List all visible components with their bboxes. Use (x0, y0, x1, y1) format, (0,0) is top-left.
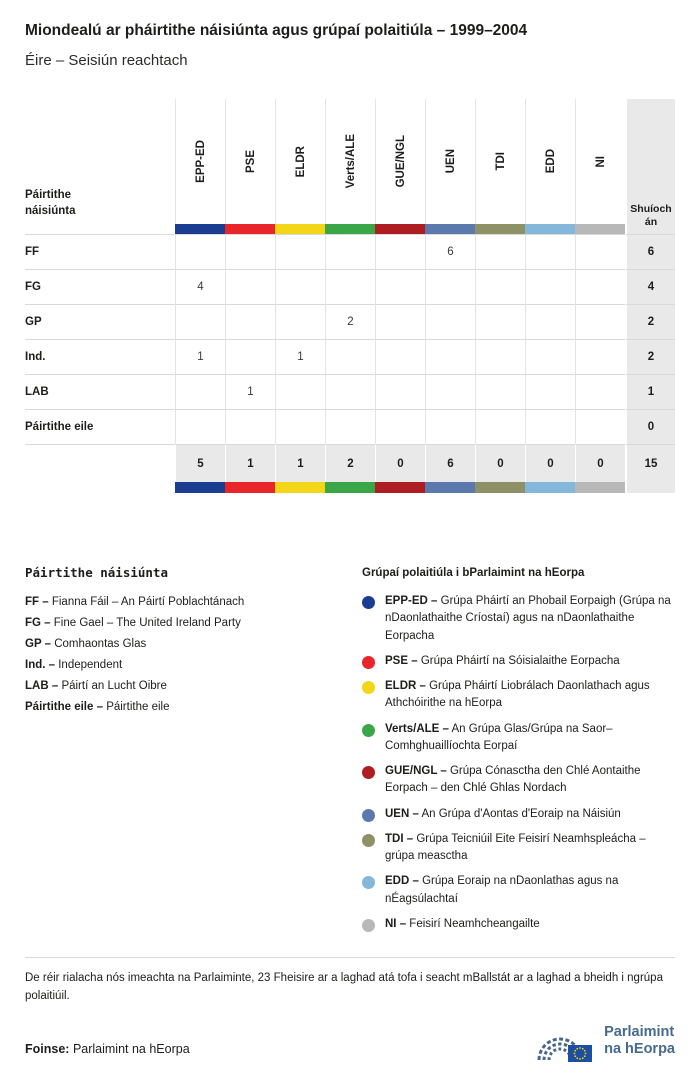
value-cell (325, 339, 375, 374)
column-header-label: EPP-ED (194, 140, 207, 183)
legend-item-desc: Fine Gael – The United Ireland Party (53, 617, 241, 629)
group-color-dot (362, 724, 375, 737)
value-cell (375, 269, 425, 304)
legend-item (362, 763, 675, 798)
legend-item (362, 593, 675, 645)
procedural-note: De réir rialacha nós imeachta na Parlaiminte, 23 Fheisire ar a laghad atá tofa i seacht mBallstát ar a laghad a bheidh i ngrúpa polaitiúil. (25, 972, 663, 1002)
group-color-dot (362, 596, 375, 609)
value-cell (575, 409, 625, 444)
legend-item-desc: Comhaontas Glas (54, 638, 147, 650)
group-color-bar (375, 224, 425, 234)
value-cell (575, 374, 625, 409)
legend-item-desc: Páirtí an Lucht Oibre (61, 680, 167, 692)
legend-item-desc: Grúpa Cónasctha den Chlé Aontaithe Eorpach – den Chlé Ghlas Nordach (385, 765, 641, 795)
group-color-dot (362, 681, 375, 694)
european-parliament-logo (536, 1018, 675, 1064)
column-header-label: TDI (494, 152, 507, 171)
group-color-bar (575, 482, 625, 493)
legend-item-desc: Grúpa Teicniúil Eite Feisirí Neamhspleácha – grúpa measctha (385, 832, 646, 862)
legend-item (362, 916, 675, 933)
legend-item-desc: An Grúpa d'Aontas d'Eoraip na Náisiún (421, 807, 621, 820)
value-cell (175, 374, 225, 409)
value-cell: 1 (225, 374, 275, 409)
seats-cell: 0 (625, 409, 675, 444)
ep-logo-text-line1: Parlaimint (604, 1024, 675, 1041)
legend-item (362, 721, 675, 756)
group-color-dot (362, 876, 375, 889)
party-label: FG (25, 269, 175, 304)
value-cell (425, 269, 475, 304)
seats-cell: 2 (625, 339, 675, 374)
value-cell (275, 409, 325, 444)
value-cell (275, 304, 325, 339)
legend-item-desc: Páirtithe eile (106, 701, 170, 713)
value-cell (525, 409, 575, 444)
value-cell: 2 (325, 304, 375, 339)
value-cell (525, 304, 575, 339)
column-header-label: UEN (444, 149, 457, 174)
value-cell (575, 234, 625, 269)
legend-item-abbr: UEN – (385, 807, 419, 820)
legend-item (25, 680, 342, 692)
legend-item-abbr: NI – (385, 917, 407, 930)
value-cell (275, 234, 325, 269)
legend-item (25, 617, 342, 629)
legend-item-abbr: EPP-ED – (385, 595, 438, 607)
national-parties-legend (25, 565, 362, 941)
column-header-pse (225, 99, 275, 224)
group-color-bar (175, 224, 225, 234)
value-cell (275, 374, 325, 409)
source-row (25, 1018, 675, 1064)
value-cell (325, 374, 375, 409)
total-cell: 2 (325, 444, 375, 482)
value-cell (425, 409, 475, 444)
group-color-bar (175, 482, 225, 493)
value-cell (525, 269, 575, 304)
ep-logo-text (604, 1024, 675, 1057)
legend-right-title: Grúpaí polaitiúla i bParlaimint na hEorpa (362, 567, 585, 579)
total-cell: 6 (425, 444, 475, 482)
results-table (25, 99, 675, 493)
value-cell (225, 269, 275, 304)
legend-item-desc: Fianna Fáil – An Páirtí Poblachtánach (51, 596, 245, 608)
party-label: LAB (25, 374, 175, 409)
legend-item (25, 659, 342, 671)
seats-cell: 4 (625, 269, 675, 304)
group-color-bar (275, 482, 325, 493)
total-cell: 0 (375, 444, 425, 482)
value-cell (225, 304, 275, 339)
group-color-dot (362, 834, 375, 847)
value-cell (475, 304, 525, 339)
group-color-bar (575, 224, 625, 234)
value-cell (325, 234, 375, 269)
page-title: Miondealú ar pháirtithe náisiúnta agus grúpaí polaitiúla – 1999–2004 (25, 22, 528, 39)
column-header-label: PSE (244, 149, 257, 173)
legend-item-desc: Grúpa Pháirtí an Phobail Eorpaigh (Grúpa na nDaonlathaithe Críostaí) agus na nDaonlathaithe Eorpacha (385, 595, 671, 642)
totals-row-label (25, 444, 175, 482)
legend-item (362, 831, 675, 866)
legend-item-abbr: Páirtithe eile – (25, 701, 103, 713)
legend-item (362, 873, 675, 908)
column-header-label: EDD (544, 149, 557, 174)
value-cell (575, 339, 625, 374)
column-header-ni (575, 99, 625, 224)
legend-item-desc: An Grúpa Glas/Grúpa na Saor–Comhghuaillíochta Eorpaí (385, 722, 613, 752)
group-color-bar (425, 482, 475, 493)
column-header-verts-ale (325, 99, 375, 224)
column-header-epp-ed (175, 99, 225, 224)
total-cell: 1 (225, 444, 275, 482)
legend-item-abbr: GP – (25, 638, 51, 650)
group-color-bar (325, 482, 375, 493)
value-cell (475, 374, 525, 409)
column-header-eldr (275, 99, 325, 224)
value-cell (425, 374, 475, 409)
value-cell: 1 (275, 339, 325, 374)
ep-hemicycle-icon (536, 1018, 594, 1064)
group-color-bar (475, 224, 525, 234)
legend-item (25, 701, 342, 713)
seats-column-footer (625, 482, 675, 493)
seats-cell: 6 (625, 234, 675, 269)
total-cell: 5 (175, 444, 225, 482)
legend-item-abbr: TDI – (385, 832, 414, 845)
value-cell (575, 269, 625, 304)
political-groups-legend (362, 565, 675, 941)
value-cell (475, 269, 525, 304)
value-cell (225, 234, 275, 269)
value-cell (375, 339, 425, 374)
value-cell (175, 234, 225, 269)
seats-cell: 2 (625, 304, 675, 339)
legend-item-desc: Grúpa Eoraip na nDaonlathas agus na nÉagsúlachtaí (385, 875, 619, 905)
party-label: Ind. (25, 339, 175, 374)
legend-item-abbr: FG – (25, 617, 51, 629)
column-header-uen (425, 99, 475, 224)
seats-column-header: Shuíochán (625, 99, 675, 234)
value-cell (375, 234, 425, 269)
seats-cell: 1 (625, 374, 675, 409)
value-cell (375, 374, 425, 409)
legend-item-desc: Feisirí Neamhcheangailte (409, 917, 540, 930)
value-cell (175, 304, 225, 339)
value-cell (325, 269, 375, 304)
value-cell (575, 304, 625, 339)
group-color-dot (362, 919, 375, 932)
legend-left-title: Páirtithe náisiúnta (25, 565, 168, 580)
column-header-gue-ngl (375, 99, 425, 224)
value-cell (275, 269, 325, 304)
value-cell (375, 304, 425, 339)
group-color-bar (525, 224, 575, 234)
group-color-bar (525, 482, 575, 493)
group-color-bar (325, 224, 375, 234)
legend-item-abbr: GUE/NGL – (385, 765, 447, 777)
group-color-dot (362, 809, 375, 822)
total-seats-cell: 15 (625, 444, 675, 482)
spacer (25, 482, 175, 493)
value-cell (475, 234, 525, 269)
legend-item-desc: Grúpa Pháirtí Liobrálach Daonlathach agus Athchóirithe na hEorpa (385, 680, 650, 710)
total-cell: 0 (475, 444, 525, 482)
group-color-bar (375, 482, 425, 493)
group-color-bar (475, 482, 525, 493)
legend-item-abbr: PSE – (385, 654, 418, 667)
value-cell (325, 409, 375, 444)
legend-item (362, 653, 675, 670)
legend-item-abbr: ELDR – (385, 680, 426, 692)
source-text (25, 1042, 190, 1056)
value-cell (525, 234, 575, 269)
footnote-section (25, 957, 675, 1006)
value-cell (525, 374, 575, 409)
column-header-label: GUE/NGL (394, 135, 407, 188)
group-color-bar (225, 224, 275, 234)
legend-item (25, 596, 342, 608)
value-cell (175, 409, 225, 444)
group-color-bar (425, 224, 475, 234)
value-cell (475, 339, 525, 374)
value-cell (425, 304, 475, 339)
value-cell (225, 409, 275, 444)
party-label: GP (25, 304, 175, 339)
column-header-tdi (475, 99, 525, 224)
group-color-bar (275, 224, 325, 234)
value-cell (375, 409, 425, 444)
legend-item-abbr: Ind. – (25, 659, 56, 671)
value-cell: 6 (425, 234, 475, 269)
value-cell: 4 (175, 269, 225, 304)
legend-item (25, 638, 342, 650)
legend-section (25, 565, 675, 941)
value-cell (525, 339, 575, 374)
ep-logo-text-line2: na hEorpa (604, 1041, 675, 1057)
legend-item (362, 806, 675, 823)
legend-item-abbr: Verts/ALE – (385, 722, 449, 735)
page-subtitle: Éire – Seisiún reachtach (25, 52, 188, 69)
total-cell: 1 (275, 444, 325, 482)
source-value: Parlaimint na hEorpa (72, 1042, 190, 1056)
column-header-label: NI (594, 155, 607, 168)
group-color-dot (362, 656, 375, 669)
source-label: Foinse: (25, 1042, 70, 1056)
value-cell (225, 339, 275, 374)
total-cell: 0 (575, 444, 625, 482)
total-cell: 0 (525, 444, 575, 482)
column-header-edd (525, 99, 575, 224)
value-cell: 1 (175, 339, 225, 374)
column-header-label: Verts/ALE (344, 134, 357, 189)
group-color-dot (362, 766, 375, 779)
value-cell (425, 339, 475, 374)
row-dimension-label: Páirtithe náisiúnta (25, 188, 76, 218)
legend-item-abbr: LAB – (25, 680, 59, 692)
column-header-label: ELDR (294, 145, 307, 178)
legend-item-desc: Grúpa Pháirtí na Sóisialaithe Eorpacha (420, 654, 620, 667)
party-label: FF (25, 234, 175, 269)
legend-item-desc: Independent (58, 659, 123, 671)
legend-item-abbr: FF – (25, 596, 49, 608)
legend-item (362, 678, 675, 713)
value-cell (475, 409, 525, 444)
legend-item-abbr: EDD – (385, 875, 419, 888)
group-color-bar (225, 482, 275, 493)
party-label: Páirtithe eile (25, 409, 175, 444)
